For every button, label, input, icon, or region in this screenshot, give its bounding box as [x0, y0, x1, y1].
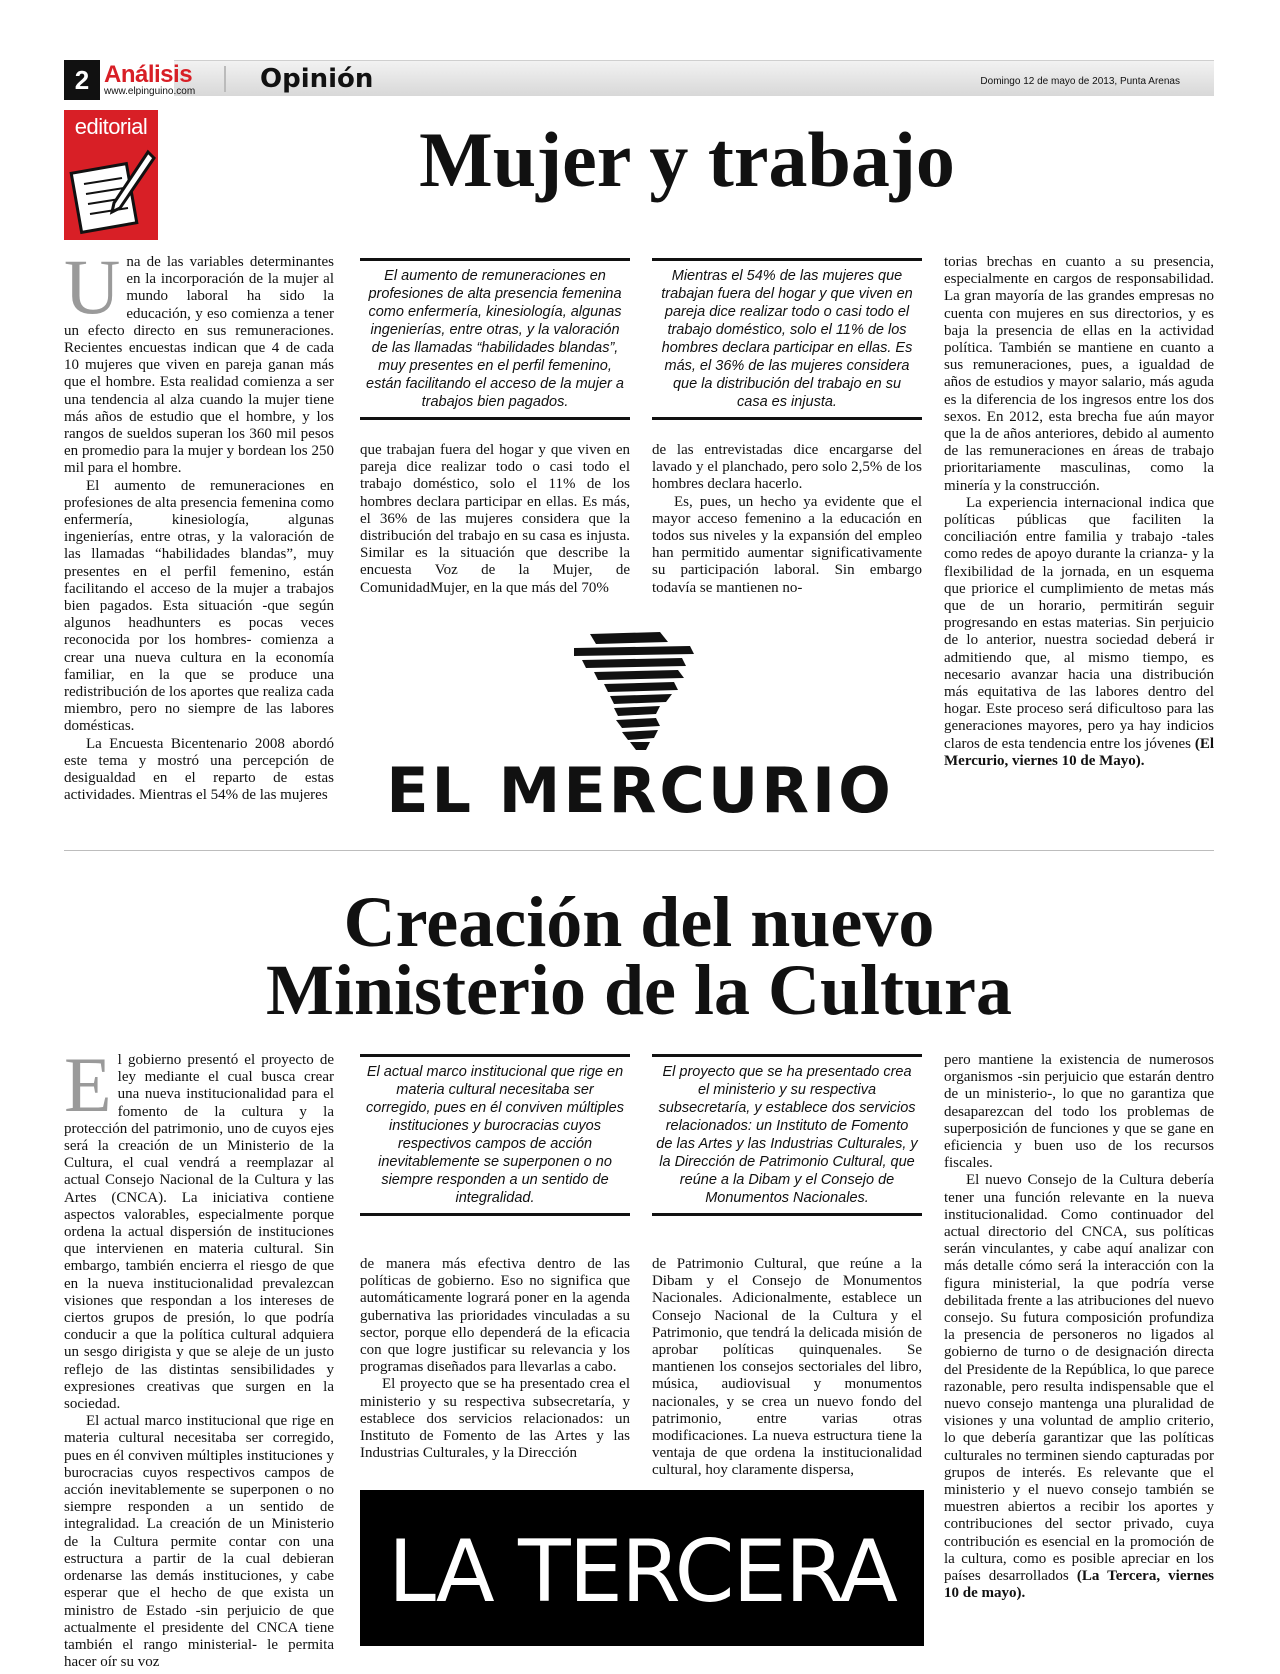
notepad-pencil-icon: [64, 146, 158, 240]
article2-column-1: [64, 1041, 334, 1671]
article1-col1-paragraph-2: El aumento de remuneraciones en profesiones de alta presencia femenina como enfermería, kinesiología, algunas ingenierías, entre otras, y la valoración de las llamadas “habilidades blandas”, muy presentes en el perfil femenino, están facilitando el acceso de la mujer a trabajos bien pagados. Esta situación -que según algunos headhunters es pocas veces reconocida por los hombres- comienza a crear una nueva cultura en la economía familiar, en la que se produce una redistribución de los aportes que realiza cada miembro, pero no siempre de las labores domésticas.: [64, 477, 334, 735]
article1-col1-paragraph-3: La Encuesta Bicentenario 2008 abordó este tema y mostró una percepción de desigualdad en el reparto de estas actividades. Mientras el 54% de las mujeres: [64, 735, 334, 804]
article1-col4-paragraph-1: torias brechas en cuanto a su presencia, especialmente en cargos de responsabilidad. La gran mayoría de las grandes empresas no cuenta con mujeres en sus directorios, y es baja la presencia de ellas en la actividad política. También se mantiene en cuanto a sus remuneraciones, pues, a igualdad de años de estudios y mayor salario, más aguda es la diferencia de los ingresos entre los dos sexos. En 2012, esta brecha fue aún mayor que la de años anteriores, debido al aumento de las remuneraciones en áreas de trabajo prioritariamente masculinas, como la minería y la construcción.: [944, 254, 1214, 494]
header-divider: [224, 66, 226, 92]
article1-column-4: [944, 254, 1214, 770]
article1-title: Mujer y trabajo: [419, 116, 955, 203]
article1-col3-paragraph-1: de las entrevistadas dice encargarse del lavado y el planchado, pero solo 2,5% de los hombres declara hacerlo.: [652, 442, 922, 493]
page-header: [64, 60, 1214, 96]
section-divider: [64, 850, 1214, 851]
article1-col3-paragraph-2: Es, pues, un hecho ya evidente que el mayor acceso femenino a la educación en todos sus niveles y la expansión del empleo han permitido aumentar significativamente su participación laboral. Sin embargo todavía se mantienen no-: [652, 493, 922, 596]
brand-name: Análisis: [104, 61, 193, 88]
article1-column-3: [652, 442, 922, 597]
mercurio-head-icon: [360, 628, 920, 758]
article1-col1-paragraph-1: Una de las variables determinantes en la incorporación de la mujer al mundo laboral ha sido la educación, y eso comienza a tener un efecto directo en sus remuneraciones. Recientes encuestas indican que 4 de cada 10 mujeres que viven en pareja ganan más que el hombre. Esta realidad comienza a ser una tendencia al alza cuando la mujer tiene más años de estudio que el hombre, y los rangos de sueldos superan los 360 mil pesos en promedio para la mujer y bordean los 250 mil para el hombre.: [64, 243, 334, 477]
article2-col2-paragraph-1: de manera más efectiva dentro de las políticas de gobierno. Eso no significa que automáticamente logrará poner en la agenda gubernativa las prioridades vinculadas a su sector, porque ello dependerá de la eficacia con que logre justificar su relevancia y los programas diseñados para llevarlas a cabo.: [360, 1256, 630, 1376]
article2-col4-paragraph-2: El nuevo Consejo de la Cultura debería tener una función relevante en la nueva institucionalidad. Como continuador del actual directorio del CNCA, sus políticas serán vinculantes, y cabe aquí analizar con más detalle cómo será la interacción con la figura ministerial, la que podría verse debilitada frente a las atribuciones del nuevo consejo. Su futura composición profundiza la presencia de personeros no ligados al gobierno de turno o de designación directa del Presidente de la República, lo que parece razonable, pero resulta indispensable que el nuevo consejo mantenga una pluralidad de visiones y una voluntad de amplio criterio, lo que debería garantizar que las políticas culturales no terminen siendo capturadas por grupos de interés. Es relevante que el ministerio y el nuevo consejo también se muestren abiertos a recibir los aportes y contribuciones del sector privado, cuya contribución es esencial en la promoción de la cultura, como es posible apreciar en los países desarrollados (La Tercera, viernes 10 de mayo).: [944, 1172, 1214, 1602]
article1-column-1: [64, 243, 334, 805]
brand-url[interactable]: www.elpinguino.com: [104, 86, 196, 97]
article1-pull-quote-1: El aumento de remuneraciones en profesiones de alta presencia femenina como enfermería, kinesiología, algunas ingenierías, entre otras, y la valoración de las llamadas “habilidades blandas”, muy presentes en el perfil femenino, están facilitando el acceso de la mujer a trabajos bien pagados.: [360, 258, 630, 420]
article2-column-2: [360, 1256, 630, 1462]
section-title: Opinión: [260, 64, 374, 94]
article1-column-2: [360, 442, 630, 597]
article1-col4-paragraph-2: La experiencia internacional indica que políticas públicas que faciliten la conciliación entre familia y trabajo -tales como redes de apoyo durante la crianza- y la flexibilidad de la jornada, en un esquema que priorice el cumplimiento de metas más que de un horario, permitirán seguir progresando en estas materias. Sin perjuicio de lo anterior, nuestra sociedad deberá ir admitiendo que, al mismo tiempo, es necesario avanzar hacia una distribución más equitativa de las labores dentro del hogar. Este proceso será dificultoso para las generaciones mayores, pero ya hay indicios claros de esta tendencia entre los jóvenes (El Mercurio, viernes 10 de Mayo).: [944, 494, 1215, 769]
article2-title-line-2: Ministerio de la Cultura: [266, 950, 1012, 1030]
dateline: Domingo 12 de mayo de 2013, Punta Arenas: [980, 76, 1180, 87]
editorial-badge: [64, 110, 158, 240]
article2-source: (La Tercera, viernes 10 de mayo).: [944, 1568, 1214, 1602]
article2-column-4: [944, 1052, 1214, 1603]
article2-pull-quote-1: El actual marco institucional que rige en materia cultural necesitaba ser corregido, pues en él conviven múltiples instituciones y burocracias cuyos respectivos campos de acción inevitablemente se superponen o no siempre responden a un sentido de integralidad.: [360, 1054, 630, 1216]
article2-col2-paragraph-2: El proyecto que se ha presentado crea el ministerio y su respectiva subsecretaría, y establece dos servicios relacionados: un Instituto de Fomento de las Artes y las Industrias Culturales, y la Dirección: [360, 1376, 630, 1462]
article2-col1-paragraph-1: El gobierno presentó el proyecto de ley mediante el cual busca crear una nueva institucionalidad para el fomento de la cultura y la protección del patrimonio, uno de cuyos ejes será la creación de un Ministerio de la Cultura, el cual vendrá a reemplazar al actual Consejo Nacional de la Cultura y las Artes (CNCA). La iniciativa contiene aspectos valorables, especialmente porque ordena la actual dispersión de instituciones que intervienen en materia cultural. Sin embargo, también encierra el riesgo de que en la nueva institucionalidad prevalezcan visiones que respondan a los intereses de ciertos grupos de presión, lo que podría conducir a que la política cultural adquiera un sesgo dirigista y que se aleje de un justo reflejo de las distintas sensibilidades y expresiones creativas que surgen en la sociedad.: [64, 1041, 334, 1413]
brand-logo[interactable]: [104, 62, 224, 97]
editorial-label: editorial: [74, 114, 148, 139]
drop-cap: E: [64, 1041, 112, 1128]
article2-col1-paragraph-2: El actual marco institucional que rige en materia cultural necesitaba ser corregido, pues en él conviven múltiples instituciones y burocracias cuyos respectivos campos de acción inevitablemente se superponen o no siempre responden a un sentido de integralidad. La creación de un Ministerio de la Cultura permite contar con una estructura a partir de la cual debieran ordenarse las demás instituciones, y cabe esperar que el hecho de que exista un ministro de Estado -sin perjuicio de que actualmente el presidente del CNCA tiene también el rango ministerial- le permita hacer oír su voz: [64, 1413, 334, 1671]
article2-column-3: [652, 1256, 922, 1480]
article2-title: [64, 882, 1214, 1030]
article1-source: (El Mercurio, viernes 10 de Mayo).: [944, 735, 1215, 769]
article1-col2-paragraph-1: que trabajan fuera del hogar y que viven en pareja dice realizar todo o casi todo el trabajo doméstico, solo el 11% de los hombres declara participar en ellas. Es más, el 36% de las mujeres considera que la distribución del trabajo en su casa es injusta. Similar es la situación que describe la encuesta Voz de la Mujer, de ComunidadMujer, en la que más del 70%: [360, 442, 630, 596]
page-number: 2: [64, 60, 100, 100]
article2-col3-paragraph-1: de Patrimonio Cultural, que reúne a la Dibam y el Consejo de Monumentos Nacionales. Adicionalmente, establece un Consejo Nacional de la Cultura y el Patrimonio, que tendrá la delicada misión de aprobar políticas quinquenales. Se mantienen los consejos sectoriales del libro, música, audiovisual y monumentos nacionales, y se crea un nuevo fondo del patrimonio, entre varias otras modificaciones. La nueva estructura tiene la ventaja de que ordena la institucionalidad cultural, hoy claramente dispersa,: [652, 1256, 922, 1479]
article2-pull-quote-2: El proyecto que se ha presentado crea el ministerio y su respectiva subsecretaría, y establece dos servicios relacionados: un Instituto de Fomento de las Artes y las Industrias Culturales, y la Dirección de Patrimonio Cultural, que reúne a la Dibam y el Consejo de Monumentos Nacionales.: [652, 1054, 922, 1216]
drop-cap: U: [64, 243, 121, 330]
la-tercera-logo: [360, 1490, 924, 1646]
article2-title-line-1: Creación del nuevo: [343, 882, 935, 962]
el-mercurio-wordmark: EL MERCURIO: [386, 754, 894, 827]
la-tercera-wordmark: LA TERCERA: [388, 1522, 896, 1622]
article1-pull-quote-2: Mientras el 54% de las mujeres que trabajan fuera del hogar y que viven en pareja dice realizar todo o casi todo el trabajo doméstico, solo el 11% de los hombres declara participar en ellas. Es más, el 36% de las mujeres considera que la distribución del trabajo en su casa es injusta.: [652, 258, 922, 420]
el-mercurio-logo: [360, 628, 920, 827]
article2-col4-paragraph-1: pero mantiene la existencia de numerosos organismos -sin perjuicio que estarán dentro de un ministerio-, lo que no garantiza que desaparezcan del todo los problemas de superposición de funciones y que se gane en eficiencia y buen uso de los recursos fiscales.: [944, 1052, 1214, 1172]
